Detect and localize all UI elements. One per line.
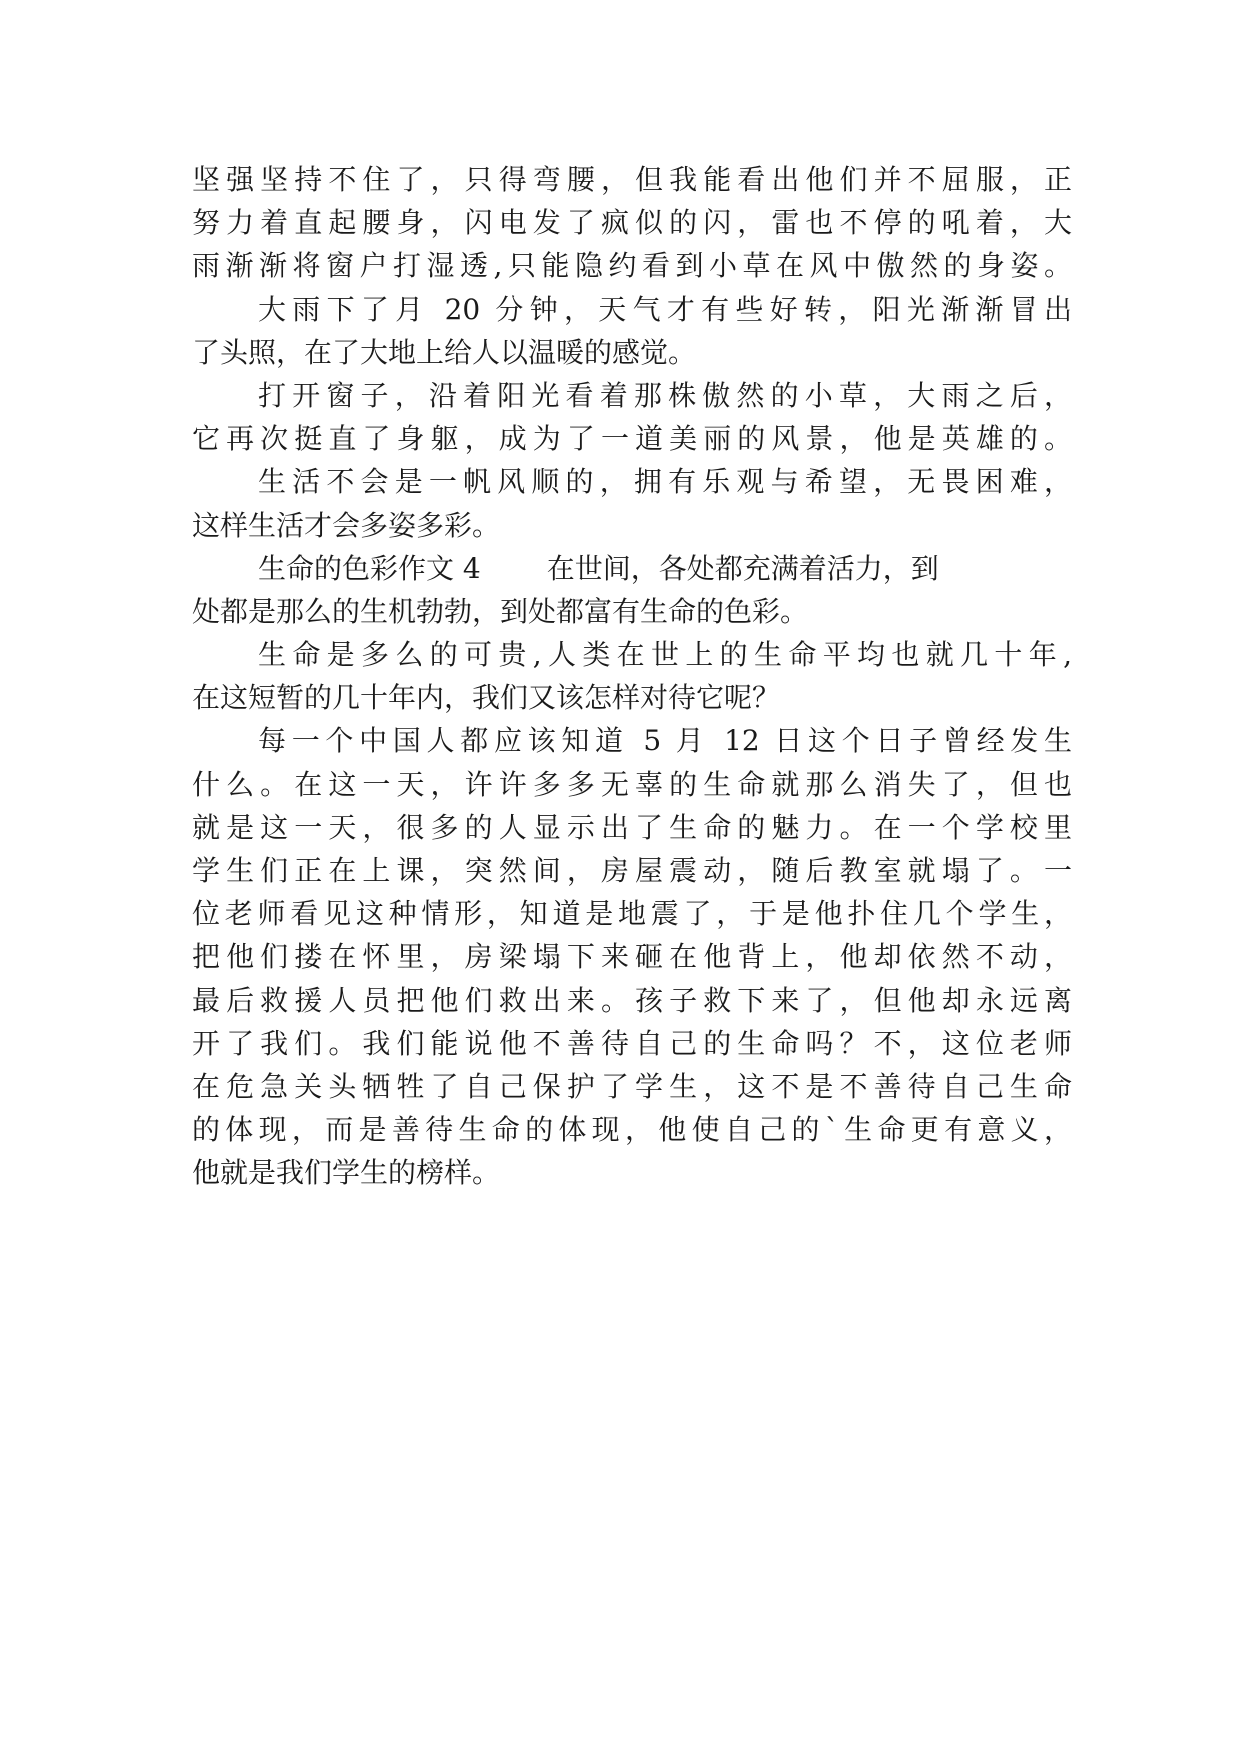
paragraph-line: 大雨下了月 20 分钟，天气才有些好转，阳光渐渐冒出 bbox=[258, 292, 1072, 326]
paragraph-line: 的体现，而是善待生命的体现，他使自己的`生命更有意义， bbox=[192, 1113, 1072, 1147]
section-heading-line bbox=[192, 547, 1072, 590]
paragraph-line: 坚强坚持不住了，只得弯腰，但我能看出他们并不屈服，正 bbox=[192, 163, 1072, 196]
paragraph-line: 把他们搂在怀里，房梁塌下来砸在他背上，他却依然不动， bbox=[192, 940, 1072, 974]
paragraph-line: 在这短暂的几十年内，我们又该怎样对待它呢？ bbox=[192, 681, 781, 715]
paragraph-line: 最后救援人员把他们救出来。孩子救下来了，但他却永远离 bbox=[192, 983, 1072, 1017]
paragraph-line: 它再次挺直了身躯，成为了一道美丽的风景，他是英雄的。 bbox=[192, 422, 1072, 456]
paragraph-line: 学生们正在上课，突然间，房屋震动，随后教室就塌了。一 bbox=[192, 854, 1072, 887]
paragraph-line: 处都是那么的生机勃勃，到处都富有生命的色彩。 bbox=[192, 594, 809, 628]
paragraph-line: 努力着直起腰身，闪电发了疯似的闪，雷也不停的吼着，大 bbox=[192, 206, 1072, 240]
paragraph-line: 在危急关头牺牲了自己保护了学生，这不是不善待自己生命 bbox=[192, 1069, 1072, 1103]
paragraph-line: 什么。在这一天，许许多多无辜的生命就那么消失了，但也 bbox=[192, 767, 1072, 801]
paragraph-line: 开了我们。我们能说他不善待自己的生命吗？不，这位老师 bbox=[192, 1026, 1072, 1060]
paragraph-line: 就是这一天，很多的人显示出了生命的魅力。在一个学校里 bbox=[192, 810, 1072, 844]
paragraph-line: 生活不会是一帆风顺的，拥有乐观与希望，无畏困难， bbox=[258, 465, 1072, 499]
paragraph-line: 位老师看见这种情形，知道是地震了，于是他扑住几个学生， bbox=[192, 897, 1072, 931]
essay-body bbox=[192, 158, 1072, 1195]
paragraph-line: 这样生活才会多姿多彩。 bbox=[192, 508, 501, 542]
paragraph-line: 了头照，在了大地上给人以温暖的感觉。 bbox=[192, 335, 697, 369]
paragraph-line: 雨渐渐将窗户打湿透,只能隐约看到小草在风中傲然的身姿。 bbox=[192, 249, 1072, 283]
section-first-sentence: 在世间，各处都充满着活力，到 bbox=[546, 551, 939, 585]
section-title: 生命的色彩作文 4 bbox=[258, 551, 481, 585]
paragraph-line: 生命是多么的可贵,人类在世上的生命平均也就几十年, bbox=[258, 638, 1072, 672]
paragraph-line: 他就是我们学生的榜样。 bbox=[192, 1156, 501, 1190]
paragraph-line: 打开窗子，沿着阳光看着那株傲然的小草，大雨之后， bbox=[258, 378, 1072, 412]
paragraph-line: 每一个中国人都应该知道 5 月 12 日这个日子曾经发生 bbox=[258, 724, 1072, 758]
